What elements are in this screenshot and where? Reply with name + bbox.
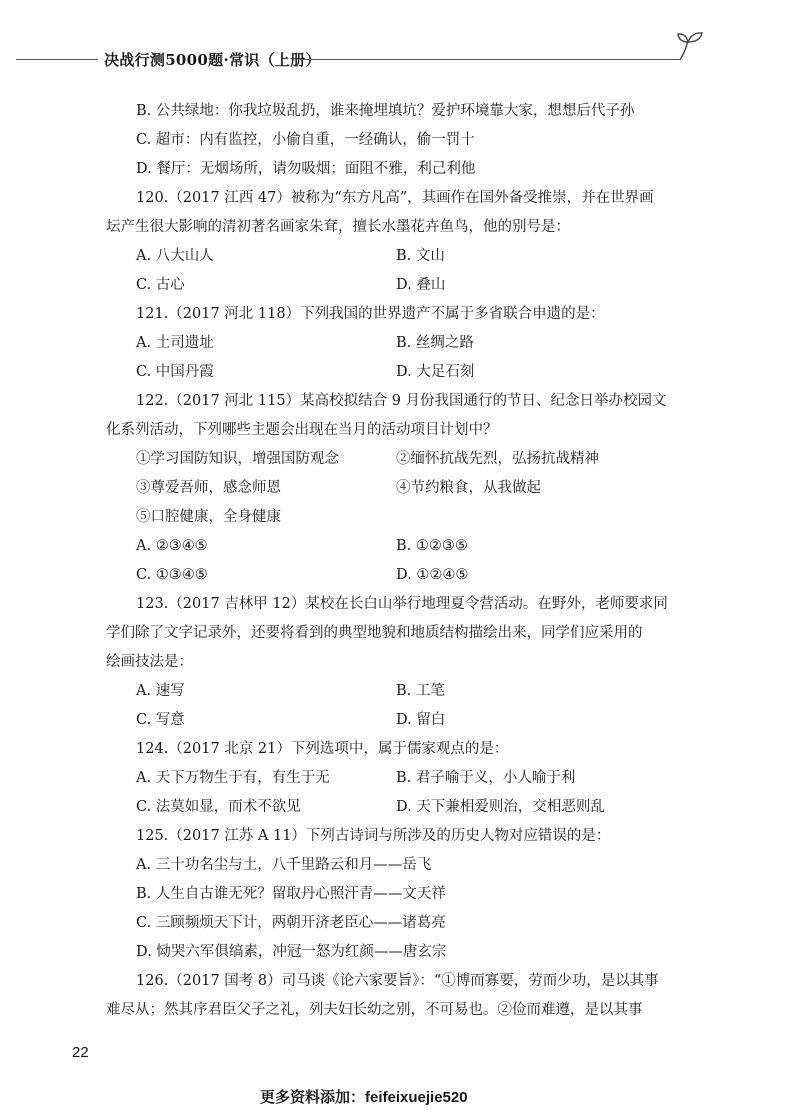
option-right: D. 天下兼相爱则治，交相恶则乱	[396, 799, 605, 815]
page-number: 22	[72, 1044, 89, 1061]
option-row	[136, 358, 696, 387]
option-line: B. 人生自古谁无死？留取丹心照汗青——文天祥	[136, 886, 446, 902]
header-rule-right	[300, 59, 680, 60]
footer-note: 更多资料添加：feifeixuejie520	[260, 1089, 468, 1106]
question-stem: 124.（2017 北京 21）下列选项中，属于儒家观点的是：	[136, 741, 509, 757]
option-row	[136, 561, 696, 590]
header-rule-left	[16, 59, 98, 60]
question-content	[106, 97, 696, 1025]
option-row	[136, 764, 696, 793]
question-stem: 125.（2017 江苏 A 11）下列古诗词与所涉及的历史人物对应错误的是：	[136, 828, 611, 844]
option-left: C. 写意	[136, 712, 185, 728]
option-left: C. 中国丹霞	[136, 364, 214, 380]
option-row	[136, 445, 696, 474]
option-row	[136, 706, 696, 735]
option-left: A. 速写	[136, 683, 185, 699]
question-stem: 122.（2017 河北 115）某高校拟结合 9 月份我国通行的节日、纪念日举办校园文	[136, 393, 667, 409]
question-stem: 123.（2017 吉林甲 12）某校在长白山举行地理夏令营活动。在野外，老师要求同	[136, 596, 668, 612]
option-left: C. 古心	[136, 277, 185, 293]
option-left: ③尊爱吾师，感念师恩	[136, 480, 281, 496]
option-line: B. 公共绿地：你我垃圾乱扔，谁来掩埋填坑？爱护环境靠大家，想想后代子孙	[136, 103, 635, 119]
option-left: C. 法莫如显，而术不欲见	[136, 799, 301, 815]
option-left: C. ①③④⑤	[136, 567, 208, 583]
option-line: C. 超市：内有监控，小偷自重，一经确认，偷一罚十	[136, 132, 475, 148]
question-stem-continued: 化系列活动，下列哪些主题会出现在当月的活动项目计划中？	[106, 422, 498, 438]
option-left: A. 土司遗址	[136, 335, 214, 351]
sprout-icon	[676, 30, 704, 62]
option-left: A. 天下万物生于有，有生于无	[136, 770, 330, 786]
option-line: C. 三顾频烦天下计，两朝开济老臣心——诸葛亮	[136, 915, 446, 931]
option-right: D. 大足石刻	[396, 364, 475, 380]
option-line: D. 餐厅：无烟场所，请勿吸烟；面阻不雅，利己利他	[136, 161, 476, 177]
option-row	[136, 242, 696, 271]
option-right: D. ①②④⑤	[396, 567, 469, 583]
option-right: D. 留白	[396, 712, 446, 728]
option-line: ⑤口腔健康，全身健康	[136, 509, 281, 525]
question-stem-continued: 绘画技法是：	[106, 654, 193, 670]
question-stem: 120.（2017 江西 47）被称为“东方凡高”，其画作在国外备受推崇，并在世界画	[136, 190, 654, 206]
option-right: B. 工笔	[396, 683, 445, 699]
question-stem: 121.（2017 河北 118）下列我国的世界遗产不属于多省联合申遗的是：	[136, 306, 605, 322]
option-left: ①学习国防知识，增强国防观念	[136, 451, 339, 467]
option-row	[136, 793, 696, 822]
option-right: B. 丝绸之路	[396, 335, 474, 351]
question-stem-continued: 学们除了文字记录外，还要将看到的典型地貌和地质结构描绘出来，同学们应采用的	[106, 625, 643, 641]
option-row	[136, 474, 696, 503]
option-left: A. ②③④⑤	[136, 538, 208, 554]
option-right: B. 文山	[396, 248, 445, 264]
option-right: B. 君子喻于义，小人喻于利	[396, 770, 576, 786]
running-header-title: 决战行测5000题·常识（上册）	[104, 51, 321, 69]
option-right: B. ①②③⑤	[396, 538, 468, 554]
question-stem-continued: 坛产生很大影响的清初著名画家朱耷，擅长水墨花卉鱼鸟，他的别号是：	[106, 219, 570, 235]
option-right: ④节约粮食，从我做起	[396, 480, 541, 496]
option-row	[136, 532, 696, 561]
option-line: A. 三十功名尘与土，八千里路云和月——岳飞	[136, 857, 432, 873]
option-row	[136, 271, 696, 300]
option-right: ②缅怀抗战先烈，弘扬抗战精神	[396, 451, 599, 467]
option-line: D. 恸哭六军俱缟素，冲冠一怒为红颜——唐玄宗	[136, 944, 447, 960]
option-right: D. 叠山	[396, 277, 446, 293]
option-row	[136, 329, 696, 358]
question-stem: 126.（2017 国考 8）司马谈《论六家要旨》：“①博而寡要，劳而少功，是以其事	[136, 973, 659, 989]
option-left: A. 八大山人	[136, 248, 214, 264]
option-row	[136, 677, 696, 706]
question-stem-continued: 难尽从；然其序君臣父子之礼，列夫妇长幼之别，不可易也。②俭而难遵，是以其事	[106, 1002, 643, 1018]
